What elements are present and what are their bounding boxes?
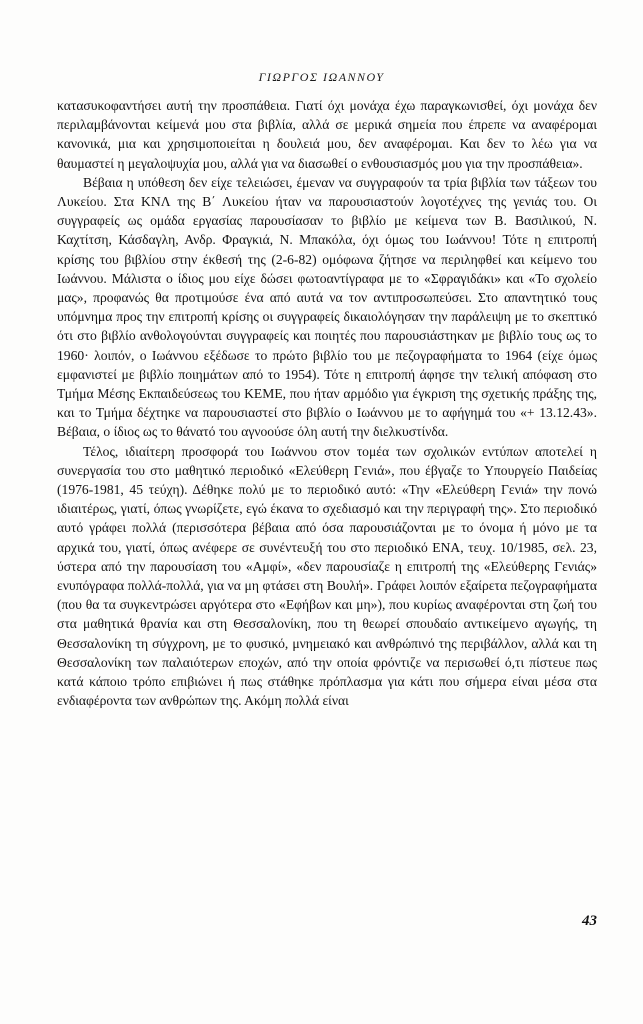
paragraph-eleftheri-genia: Τέλος, ιδιαίτερη προσφορά του Ιωάννου στον τομέα των σχολικών εντύπων αποτελεί η συνεργασία του στο μαθητικό περιοδικό «Ελεύθερη Γενιά», που έβγαζε το Υπουργείο Παιδείας (1976-1981, 45 τεύχη). Δέθηκε πολύ με το περιοδικό αυτό: «Την «Ελεύθερη Γενιά» την πονώ ιδιαιτέρως, γιατί, όπως γνωρίζετε, εγώ έκανα το σχεδιασμό και την περιγραφή της». Στο περιοδικό αυτό γράφει πολλά (περισσότερα βέβαια από όσα παρουσιάζονται με το όνομα ή μόνο με τα αρχικά του, γιατί, όπως ανέφερε σε συνέντευξή του στο περιοδικό ΕΝΑ, τευχ. 10/1985, σελ. 23, ύστερα από την παρουσίαση του «Αμφί», «δεν παρουσίαζε η επιτροπή της «Ελεύθερης Γενιάς» ενυπόγραφα πολλά-πολλά, για να μη φτάσει στη Βουλή». Γράφει λοιπόν εξαίρετα πεζογραφήματα (που θα τα συγκεντρώσει αργότερα στο «Εφήβων και μη»), που κυρίως αναφέρονται στη ζωή του στα μαθητικά θρανία και στη Θεσσαλονίκη, που τη θεωρεί σπουδαίο αντικείμενο αγωγής, τη Θεσσαλονίκη τη σύγχρονη, με το φυσικό, μνημειακό και ανθρώπινό της περιβάλλον, αλλά και τη Θεσσαλονίκη των παλαιότερων εποχών, από την οποία φρόντιζε να περισωθεί ό,τι πίστευε πως κατά κάποιο τρόπο επιβιώνει ή πως στάθηκε πρόπλασμα για κάτι που σήμερα είναι μέσα στα ενδιαφέροντα των ανθρώπων της. Ακόμη πολλά είναι <box>57 443 597 709</box>
paragraph-textbook-affair: Βέβαια η υπόθεση δεν είχε τελειώσει, έμεναν να συγγραφούν τα τρία βιβλία των τάξεων του Λυκείου. Στα ΚΝΛ της Β΄ Λυκείου ήταν να παρουσιαστούν λογοτέχνες της γενιάς του. Οι συγγραφείς ως ομάδα εργασίας παρουσίασαν το βιβλίο με κείμενα των Β. Βασιλικού, Ν. Καχτίτση, Κάσδαγλη, Ανδρ. Φραγκιά, Ν. Μπακόλα, όχι όμως του Ιωάννου! Τότε η επιτροπή κρίσης του βιβλίου στην έκθεσή της (2-6-82) ομόφωνα ζήτησε να περιληφθεί και κείμενο του Ιωάννου. Μάλιστα ο ίδιος μου είχε δώσει φωτοαντίγραφα με το «Σφραγιδάκι» και «Το σχολείο μας», προφανώς θα προτιμούσε ένα από αυτά να τον αντιπροσωπεύσει. Στο απαντητικό τους υπόμνημα προς την επιτροπή κρίσης οι συγγραφείς δικαιολόγησαν την παράλειψη με το σκεπτικό ότι στο βιβλίο ανθολογούνται συγγραφείς και ποιητές που παρουσιάστηκαν με βιβλίο τους ως το 1960· λοιπόν, ο Ιωάννου εξέδωσε το πρώτο βιβλίο του με πεζογραφήματα το 1964 (είχε όμως εμφανιστεί με βιβλίο ποιημάτων από το 1954). Τότε η επιτροπή άφησε την τελική απόφαση στο Τμήμα Μέσης Εκπαιδεύσεως του ΚΕΜΕ, που ήταν αρμόδιο για έγκριση της σχετικής πράξης της, και το Τμήμα δέχτηκε να παρουσιαστεί στο βιβλίο ο Ιωάννου με το αφήγημά του «+ 13.12.43». Βέβαια, ο ίδιος ως το θάνατό του αγνοούσε όλη αυτή την διελκυστίνδα. <box>57 174 597 440</box>
page-number: 43 <box>582 913 597 929</box>
running-header: ΓΙΩΡΓΟΣ ΙΩΑΝΝΟΥ <box>258 70 385 84</box>
paragraph-continued: κατασυκοφαντήσει αυτή την προσπάθεια. Γιατί όχι μονάχα έχω παραγκωνισθεί, όχι μονάχα δεν περιλαμβάνονται κείμενά μου στα βιβλία, αλλά σε μερικά σημεία που έπρεπε να αναφέρομαι κανονικά, μια και χρησιμοποιείται η δουλειά μου, δεν αναφέρομαι. Και δεν το λέω για να θαυμαστεί η μεγαλοψυχία μου, αλλά για να διασωθεί ο ενθουσιασμός μου για την προσπάθεια». <box>57 98 597 171</box>
body-text <box>57 96 597 711</box>
